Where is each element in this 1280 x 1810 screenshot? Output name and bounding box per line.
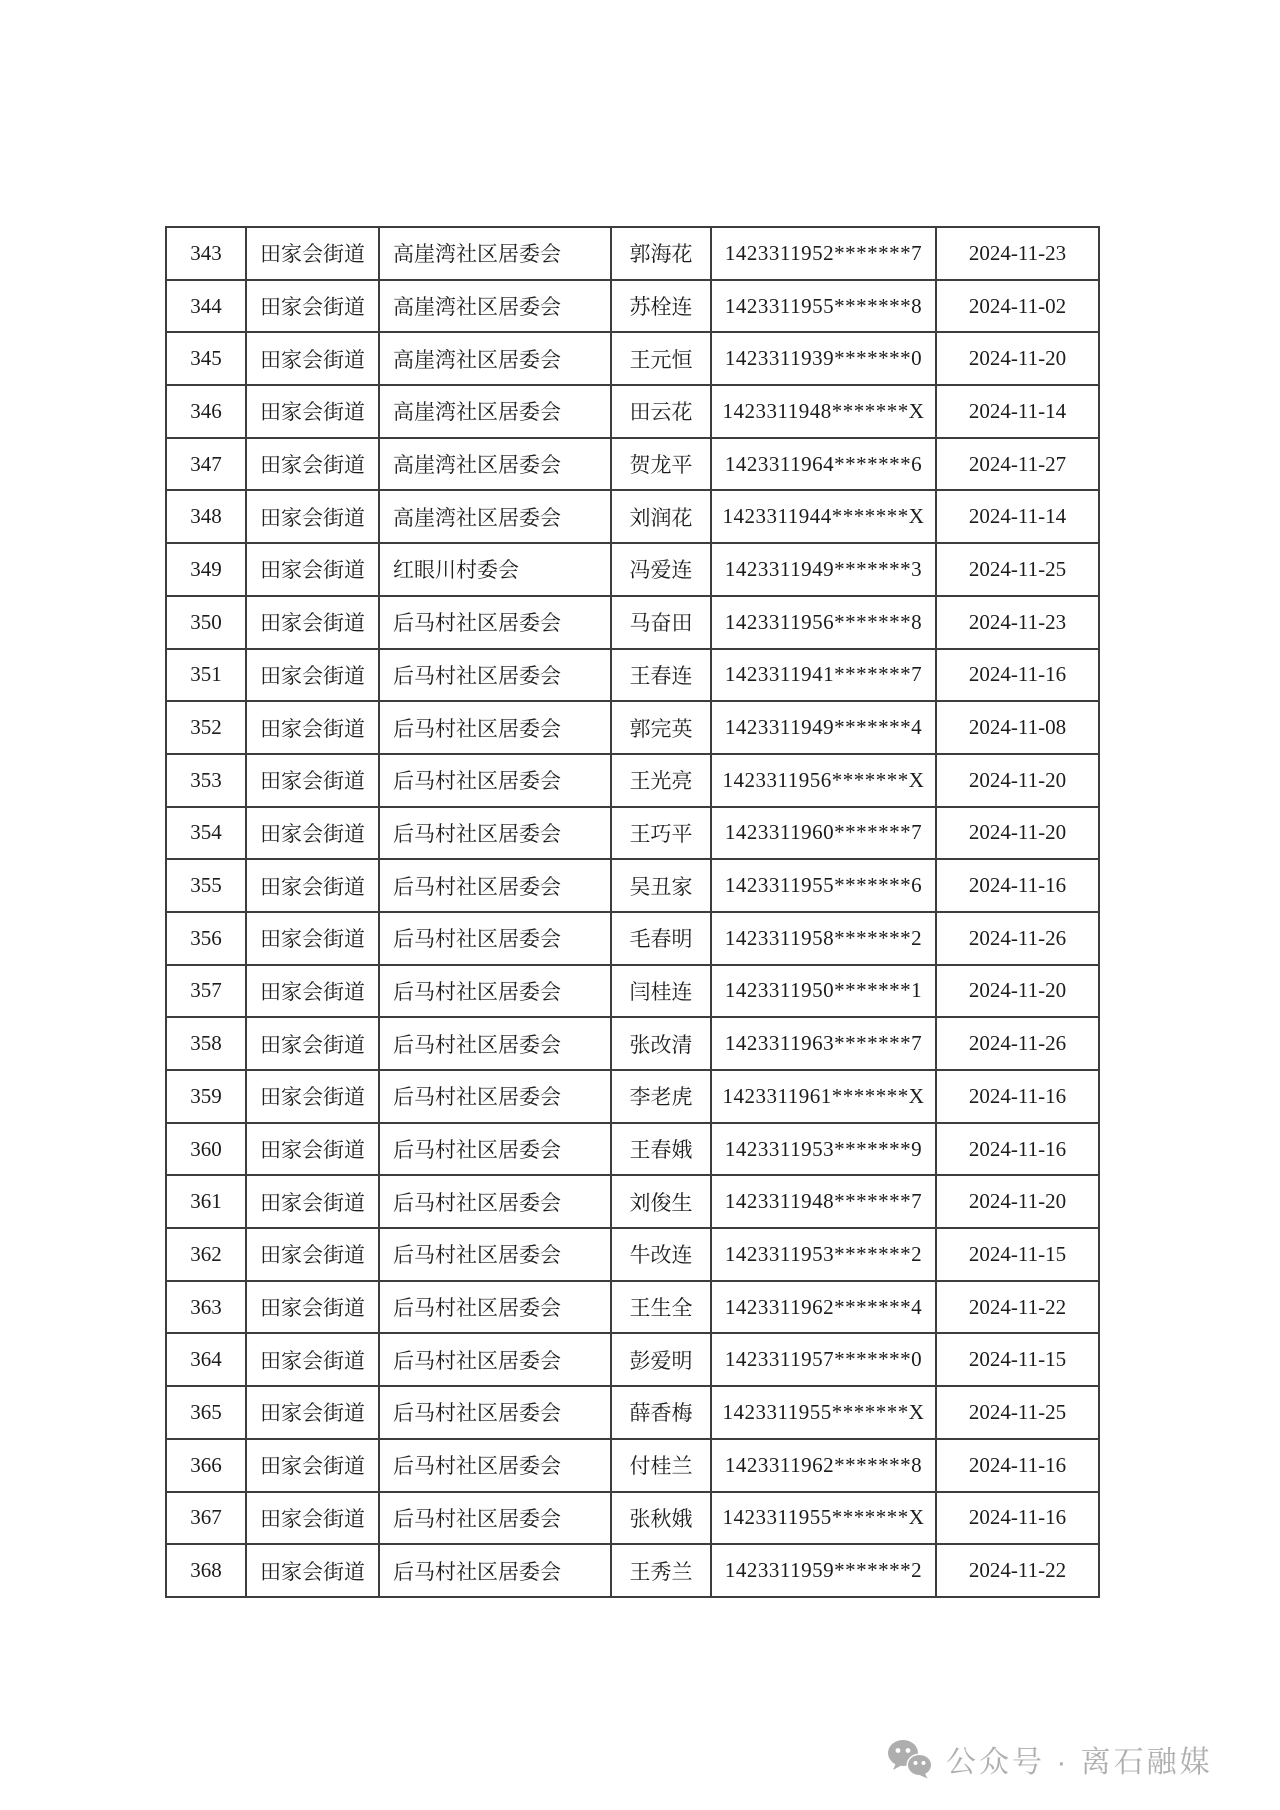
street-cell: 田家会街道 — [246, 385, 379, 438]
date-cell: 2024-11-15 — [936, 1333, 1099, 1386]
id-number-cell: 1423311957*******0 — [711, 1333, 936, 1386]
street-cell: 田家会街道 — [246, 1123, 379, 1176]
table-row — [166, 965, 1099, 1018]
person-name-cell: 王春连 — [611, 649, 711, 702]
serial-number-cell: 365 — [166, 1386, 246, 1439]
date-cell: 2024-11-16 — [936, 1439, 1099, 1492]
date-cell: 2024-11-22 — [936, 1544, 1099, 1597]
street-cell: 田家会街道 — [246, 859, 379, 912]
community-cell: 后马村社区居委会 — [379, 1492, 611, 1545]
street-cell: 田家会街道 — [246, 543, 379, 596]
person-name-cell: 付桂兰 — [611, 1439, 711, 1492]
date-cell: 2024-11-16 — [936, 859, 1099, 912]
serial-number-cell: 357 — [166, 965, 246, 1018]
serial-number-cell: 363 — [166, 1281, 246, 1334]
date-cell: 2024-11-26 — [936, 912, 1099, 965]
table-row — [166, 1439, 1099, 1492]
person-name-cell: 刘润花 — [611, 490, 711, 543]
id-number-cell: 1423311955*******8 — [711, 280, 936, 333]
street-cell: 田家会街道 — [246, 1439, 379, 1492]
person-name-cell: 苏栓连 — [611, 280, 711, 333]
community-cell: 后马村社区居委会 — [379, 807, 611, 860]
id-number-cell: 1423311962*******4 — [711, 1281, 936, 1334]
date-cell: 2024-11-20 — [936, 754, 1099, 807]
table-row — [166, 1070, 1099, 1123]
id-number-cell: 1423311948*******X — [711, 385, 936, 438]
date-cell: 2024-11-08 — [936, 701, 1099, 754]
table-row — [166, 1492, 1099, 1545]
serial-number-cell: 362 — [166, 1228, 246, 1281]
community-cell: 后马村社区居委会 — [379, 912, 611, 965]
community-cell: 后马村社区居委会 — [379, 1281, 611, 1334]
person-name-cell: 张改清 — [611, 1017, 711, 1070]
table-row — [166, 280, 1099, 333]
id-number-cell: 1423311950*******1 — [711, 965, 936, 1018]
table-row — [166, 543, 1099, 596]
id-number-cell: 1423311939*******0 — [711, 332, 936, 385]
table-row — [166, 490, 1099, 543]
id-number-cell: 1423311953*******9 — [711, 1123, 936, 1176]
street-cell: 田家会街道 — [246, 807, 379, 860]
date-cell: 2024-11-14 — [936, 490, 1099, 543]
person-name-cell: 王巧平 — [611, 807, 711, 860]
street-cell: 田家会街道 — [246, 912, 379, 965]
community-cell: 后马村社区居委会 — [379, 965, 611, 1018]
community-cell: 后马村社区居委会 — [379, 596, 611, 649]
person-name-cell: 牛改连 — [611, 1228, 711, 1281]
table-row — [166, 912, 1099, 965]
date-cell: 2024-11-26 — [936, 1017, 1099, 1070]
date-cell: 2024-11-02 — [936, 280, 1099, 333]
serial-number-cell: 364 — [166, 1333, 246, 1386]
table-row — [166, 1544, 1099, 1597]
serial-number-cell: 360 — [166, 1123, 246, 1176]
serial-number-cell: 344 — [166, 280, 246, 333]
person-name-cell: 王秀兰 — [611, 1544, 711, 1597]
street-cell: 田家会街道 — [246, 1544, 379, 1597]
person-name-cell: 田云花 — [611, 385, 711, 438]
serial-number-cell: 346 — [166, 385, 246, 438]
table-row — [166, 1386, 1099, 1439]
community-cell: 后马村社区居委会 — [379, 701, 611, 754]
date-cell: 2024-11-23 — [936, 227, 1099, 280]
id-number-cell: 1423311958*******2 — [711, 912, 936, 965]
id-number-cell: 1423311955*******X — [711, 1492, 936, 1545]
date-cell: 2024-11-20 — [936, 1175, 1099, 1228]
id-number-cell: 1423311949*******4 — [711, 701, 936, 754]
table-row — [166, 754, 1099, 807]
id-number-cell: 1423311948*******7 — [711, 1175, 936, 1228]
street-cell: 田家会街道 — [246, 490, 379, 543]
person-name-cell: 王春娥 — [611, 1123, 711, 1176]
table-row — [166, 1281, 1099, 1334]
id-number-cell: 1423311955*******X — [711, 1386, 936, 1439]
id-number-cell: 1423311944*******X — [711, 490, 936, 543]
street-cell: 田家会街道 — [246, 701, 379, 754]
id-number-cell: 1423311955*******6 — [711, 859, 936, 912]
serial-number-cell: 351 — [166, 649, 246, 702]
table-row — [166, 596, 1099, 649]
person-name-cell: 张秋娥 — [611, 1492, 711, 1545]
street-cell: 田家会街道 — [246, 1386, 379, 1439]
id-number-cell: 1423311960*******7 — [711, 807, 936, 860]
serial-number-cell: 353 — [166, 754, 246, 807]
serial-number-cell: 366 — [166, 1439, 246, 1492]
community-cell: 高崖湾社区居委会 — [379, 490, 611, 543]
table-row — [166, 1017, 1099, 1070]
community-cell: 后马村社区居委会 — [379, 1386, 611, 1439]
serial-number-cell: 343 — [166, 227, 246, 280]
street-cell: 田家会街道 — [246, 754, 379, 807]
table-row — [166, 1228, 1099, 1281]
watermark — [886, 1738, 1213, 1780]
community-cell: 红眼川村委会 — [379, 543, 611, 596]
table-row — [166, 332, 1099, 385]
community-cell: 后马村社区居委会 — [379, 1544, 611, 1597]
community-cell: 后马村社区居委会 — [379, 1070, 611, 1123]
date-cell: 2024-11-16 — [936, 1123, 1099, 1176]
person-name-cell: 冯爱连 — [611, 543, 711, 596]
community-cell: 高崖湾社区居委会 — [379, 385, 611, 438]
community-cell: 高崖湾社区居委会 — [379, 438, 611, 491]
date-cell: 2024-11-16 — [936, 649, 1099, 702]
person-name-cell: 王光亮 — [611, 754, 711, 807]
serial-number-cell: 368 — [166, 1544, 246, 1597]
roster-table — [165, 226, 1100, 1598]
community-cell: 高崖湾社区居委会 — [379, 227, 611, 280]
community-cell: 后马村社区居委会 — [379, 1175, 611, 1228]
id-number-cell: 1423311961*******X — [711, 1070, 936, 1123]
street-cell: 田家会街道 — [246, 280, 379, 333]
table-row — [166, 649, 1099, 702]
street-cell: 田家会街道 — [246, 227, 379, 280]
id-number-cell: 1423311953*******2 — [711, 1228, 936, 1281]
date-cell: 2024-11-25 — [936, 1386, 1099, 1439]
date-cell: 2024-11-20 — [936, 332, 1099, 385]
date-cell: 2024-11-25 — [936, 543, 1099, 596]
person-name-cell: 王生全 — [611, 1281, 711, 1334]
community-cell: 后马村社区居委会 — [379, 754, 611, 807]
community-cell: 高崖湾社区居委会 — [379, 280, 611, 333]
community-cell: 后马村社区居委会 — [379, 1333, 611, 1386]
serial-number-cell: 345 — [166, 332, 246, 385]
date-cell: 2024-11-27 — [936, 438, 1099, 491]
table-row — [166, 1175, 1099, 1228]
street-cell: 田家会街道 — [246, 1070, 379, 1123]
street-cell: 田家会街道 — [246, 1281, 379, 1334]
serial-number-cell: 349 — [166, 543, 246, 596]
serial-number-cell: 347 — [166, 438, 246, 491]
id-number-cell: 1423311959*******2 — [711, 1544, 936, 1597]
person-name-cell: 毛春明 — [611, 912, 711, 965]
street-cell: 田家会街道 — [246, 965, 379, 1018]
table-row — [166, 807, 1099, 860]
id-number-cell: 1423311964*******6 — [711, 438, 936, 491]
street-cell: 田家会街道 — [246, 1492, 379, 1545]
community-cell: 后马村社区居委会 — [379, 1123, 611, 1176]
serial-number-cell: 355 — [166, 859, 246, 912]
date-cell: 2024-11-16 — [936, 1070, 1099, 1123]
person-name-cell: 王元恒 — [611, 332, 711, 385]
community-cell: 后马村社区居委会 — [379, 1439, 611, 1492]
person-name-cell: 贺龙平 — [611, 438, 711, 491]
date-cell: 2024-11-23 — [936, 596, 1099, 649]
serial-number-cell: 348 — [166, 490, 246, 543]
date-cell: 2024-11-14 — [936, 385, 1099, 438]
community-cell: 后马村社区居委会 — [379, 649, 611, 702]
date-cell: 2024-11-16 — [936, 1492, 1099, 1545]
person-name-cell: 郭完英 — [611, 701, 711, 754]
street-cell: 田家会街道 — [246, 332, 379, 385]
street-cell: 田家会街道 — [246, 596, 379, 649]
id-number-cell: 1423311952*******7 — [711, 227, 936, 280]
wechat-icon — [886, 1739, 934, 1779]
community-cell: 后马村社区居委会 — [379, 859, 611, 912]
street-cell: 田家会街道 — [246, 438, 379, 491]
table-row — [166, 438, 1099, 491]
date-cell: 2024-11-22 — [936, 1281, 1099, 1334]
street-cell: 田家会街道 — [246, 1017, 379, 1070]
table-row — [166, 701, 1099, 754]
serial-number-cell: 367 — [166, 1492, 246, 1545]
street-cell: 田家会街道 — [246, 1228, 379, 1281]
person-name-cell: 马奋田 — [611, 596, 711, 649]
street-cell: 田家会街道 — [246, 649, 379, 702]
community-cell: 后马村社区居委会 — [379, 1017, 611, 1070]
table-row — [166, 1123, 1099, 1176]
date-cell: 2024-11-20 — [936, 807, 1099, 860]
person-name-cell: 薛香梅 — [611, 1386, 711, 1439]
person-name-cell: 闫桂连 — [611, 965, 711, 1018]
serial-number-cell: 359 — [166, 1070, 246, 1123]
table-row — [166, 1333, 1099, 1386]
table-row — [166, 859, 1099, 912]
person-name-cell: 吴丑家 — [611, 859, 711, 912]
id-number-cell: 1423311962*******8 — [711, 1439, 936, 1492]
serial-number-cell: 356 — [166, 912, 246, 965]
date-cell: 2024-11-20 — [936, 965, 1099, 1018]
watermark-label: 公众号 · 离石融媒 — [946, 1746, 1213, 1779]
roster-table-body — [166, 227, 1099, 1597]
street-cell: 田家会街道 — [246, 1175, 379, 1228]
table-row — [166, 385, 1099, 438]
community-cell: 高崖湾社区居委会 — [379, 332, 611, 385]
serial-number-cell: 361 — [166, 1175, 246, 1228]
serial-number-cell: 350 — [166, 596, 246, 649]
date-cell: 2024-11-15 — [936, 1228, 1099, 1281]
id-number-cell: 1423311963*******7 — [711, 1017, 936, 1070]
person-name-cell: 郭海花 — [611, 227, 711, 280]
table-row — [166, 227, 1099, 280]
person-name-cell: 刘俊生 — [611, 1175, 711, 1228]
serial-number-cell: 358 — [166, 1017, 246, 1070]
street-cell: 田家会街道 — [246, 1333, 379, 1386]
serial-number-cell: 352 — [166, 701, 246, 754]
serial-number-cell: 354 — [166, 807, 246, 860]
id-number-cell: 1423311941*******7 — [711, 649, 936, 702]
community-cell: 后马村社区居委会 — [379, 1228, 611, 1281]
id-number-cell: 1423311949*******3 — [711, 543, 936, 596]
id-number-cell: 1423311956*******X — [711, 754, 936, 807]
person-name-cell: 彭爱明 — [611, 1333, 711, 1386]
id-number-cell: 1423311956*******8 — [711, 596, 936, 649]
person-name-cell: 李老虎 — [611, 1070, 711, 1123]
